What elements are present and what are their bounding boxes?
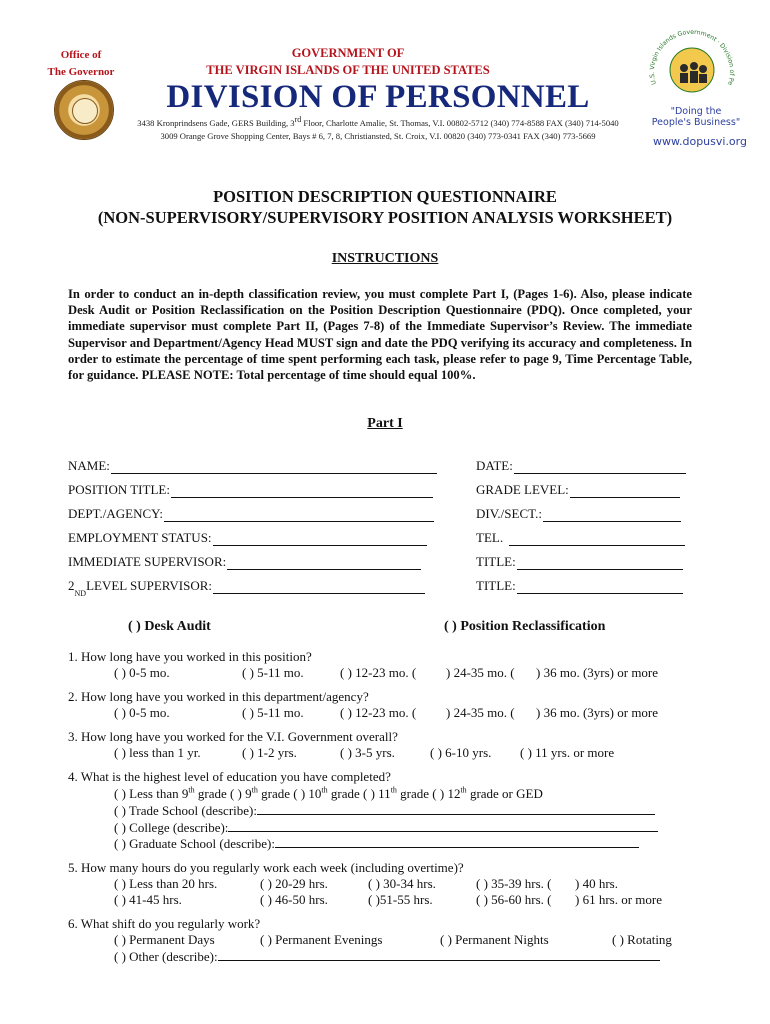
division-title: DIVISION OF PERSONNEL	[166, 79, 590, 115]
slogan-line-2: People's Business"	[651, 117, 741, 128]
address-block	[118, 117, 638, 143]
slogan	[640, 106, 752, 128]
q3-option-1-2[interactable]: ( ) 1-2 yrs.	[242, 745, 297, 760]
address-line-2: 3009 Orange Grove Shopping Center, Bays # 6, 7, 8, Christiansted, St. Croix, V.I. 00820 (340) 773-0341 FAX (340) 773-5669	[160, 131, 596, 141]
part-heading: Part I	[367, 416, 403, 431]
q5-option-46-50[interactable]: ( ) 46-50 hrs.	[260, 892, 328, 907]
grade-level-field[interactable]: GRADE LEVEL:	[476, 482, 680, 498]
q5-option-61-plus[interactable]: ) 61 hrs. or more	[575, 892, 663, 907]
document-title	[40, 186, 730, 228]
position-title-field[interactable]: POSITION TITLE:	[68, 482, 433, 498]
q2-option-5-11[interactable]: ( ) 5-11 mo.	[242, 705, 304, 720]
q6-option-rotating[interactable]: ( ) Rotating	[612, 932, 672, 947]
q3-option-6-10[interactable]: ( ) 6-10 yrs.	[430, 745, 492, 760]
q1-option-36-plus[interactable]: ) 36 mo. (3yrs) or more	[536, 665, 659, 680]
q2-option-0-5[interactable]: ( ) 0-5 mo.	[114, 705, 170, 720]
q6-option-permanent-evenings[interactable]: ( ) Permanent Evenings	[260, 932, 383, 947]
q4-college[interactable]: ( ) College (describe):	[114, 819, 658, 836]
q2-option-12-23[interactable]: ( ) 12-23 mo. (	[340, 705, 417, 720]
immediate-supervisor-field[interactable]: IMMEDIATE SUPERVISOR:	[68, 554, 421, 570]
date-field[interactable]: DATE:	[476, 458, 686, 474]
q5-option-41-45[interactable]: ( ) 41-45 hrs.	[114, 892, 182, 907]
instructions-heading: INSTRUCTIONS	[331, 251, 439, 266]
question-3: 3. How long have you worked for the V.I. Government overall?	[68, 729, 398, 744]
desk-audit-checkbox[interactable]: ( ) Desk Audit	[128, 619, 211, 634]
gov-line-2: THE VIRGIN ISLANDS OF THE UNITED STATES	[206, 63, 490, 77]
q2-option-36-plus[interactable]: ) 36 mo. (3yrs) or more	[536, 705, 659, 720]
div-sect-field[interactable]: DIV./SECT.:	[476, 506, 681, 522]
q5-option-20-29[interactable]: ( ) 20-29 hrs.	[260, 876, 328, 891]
government-heading	[160, 45, 536, 79]
gov-line-1: GOVERNMENT OF	[291, 46, 405, 60]
question-6: 6. What shift do you regularly work?	[68, 916, 261, 931]
seal-ring-icon	[646, 24, 738, 116]
q1-option-0-5[interactable]: ( ) 0-5 mo.	[114, 665, 170, 680]
q4-grade-options[interactable]: ( ) Less than 9th grade ( ) 9th grade ( ) 10th grade ( ) 11th grade ( ) 12th grade or GED	[114, 785, 543, 801]
position-reclassification-checkbox[interactable]: ( ) Position Reclassification	[444, 619, 606, 634]
q2-option-24-35[interactable]: ) 24-35 mo. (	[446, 705, 515, 720]
q6-option-permanent-nights[interactable]: ( ) Permanent Nights	[440, 932, 549, 947]
q3-option-11-plus[interactable]: ( ) 11 yrs. or more	[520, 745, 615, 760]
q6-option-permanent-days[interactable]: ( ) Permanent Days	[114, 932, 215, 947]
question-5: 5. How many hours do you regularly work each week (including overtime)?	[68, 860, 464, 875]
q5-option-40[interactable]: ) 40 hrs.	[575, 876, 618, 891]
question-4: 4. What is the highest level of education you have completed?	[68, 769, 391, 784]
office-line-2: The Governor	[47, 66, 115, 78]
title-line-2: (NON-SUPERVISORY/SUPERVISORY POSITION ANALYSIS WORKSHEET)	[97, 208, 673, 227]
q1-option-5-11[interactable]: ( ) 5-11 mo.	[242, 665, 304, 680]
q1-option-24-35[interactable]: ) 24-35 mo. (	[446, 665, 515, 680]
address-line-1: 3438 Kronprindsens Gade, GERS Building, 3rd Floor, Charlotte Amalie, St. Thomas, V.I. 00802-5712 (340) 774-8588 FAX (340) 714-5040	[137, 115, 619, 128]
question-2: 2. How long have you worked in this department/agency?	[68, 689, 369, 704]
instructions-paragraph: In order to conduct an in-depth classification review, you must complete Part I, (Pages 1-6). Also, please indicate Desk Audit or Position Reclassification on the Position Description Questionnaire (PDQ). Once completed, your immediate supervisor must complete Part II, (Pages 7-8) of the Immediate Supervisor’s Review. The immediate Supervisor and Department/Agency Head MUST sign and date the PDQ verifying its accuracy and completeness. In order to estimate the percentage of time spent performing each task, please refer to page 9, Time Percentage Table, for guidance. PLEASE NOTE: Total percentage of time should equal 100%.	[68, 287, 692, 383]
office-line-1: Office of	[60, 49, 102, 61]
dept-agency-field[interactable]: DEPT./AGENCY:	[68, 506, 434, 522]
question-1: 1. How long have you worked in this position?	[68, 649, 312, 664]
q5-option-56-60[interactable]: ( ) 56-60 hrs. (	[476, 892, 552, 907]
division-seal-logo	[646, 24, 738, 116]
svg-text:U.S. Virgin Islands Government: U.S. Virgin Islands Government · Division of Pe	[648, 28, 736, 86]
tel-field[interactable]: TEL.	[476, 530, 685, 546]
q6-option-other[interactable]: ( ) Other (describe):	[114, 948, 660, 965]
office-of-governor-label	[36, 47, 126, 81]
title-line-1: POSITION DESCRIPTION QUESTIONNAIRE	[213, 187, 557, 206]
website-link[interactable]: www.dopusvi.org	[653, 135, 747, 148]
q3-option-3-5[interactable]: ( ) 3-5 yrs.	[340, 745, 395, 760]
q4-trade-school[interactable]: ( ) Trade School (describe):	[114, 802, 655, 819]
q5-option-35-39[interactable]: ( ) 35-39 hrs. (	[476, 876, 552, 891]
governor-seal-logo	[54, 80, 114, 140]
q5-option-under-20[interactable]: ( ) Less than 20 hrs.	[114, 876, 218, 891]
title-field-1[interactable]: TITLE:	[476, 554, 683, 570]
q5-option-51-55[interactable]: ( )51-55 hrs.	[368, 892, 433, 907]
q3-option-under-1[interactable]: ( ) less than 1 yr.	[114, 745, 201, 760]
name-field[interactable]: NAME:	[68, 458, 437, 474]
q1-option-12-23[interactable]: ( ) 12-23 mo. (	[340, 665, 417, 680]
q4-graduate-school[interactable]: ( ) Graduate School (describe):	[114, 835, 639, 852]
slogan-line-1: "Doing the	[670, 106, 722, 117]
q5-option-30-34[interactable]: ( ) 30-34 hrs.	[368, 876, 436, 891]
second-level-supervisor-field[interactable]: 2 ND LEVEL SUPERVISOR:	[68, 578, 425, 594]
title-field-2[interactable]: TITLE:	[476, 578, 683, 594]
employment-status-field[interactable]: EMPLOYMENT STATUS:	[68, 530, 427, 546]
